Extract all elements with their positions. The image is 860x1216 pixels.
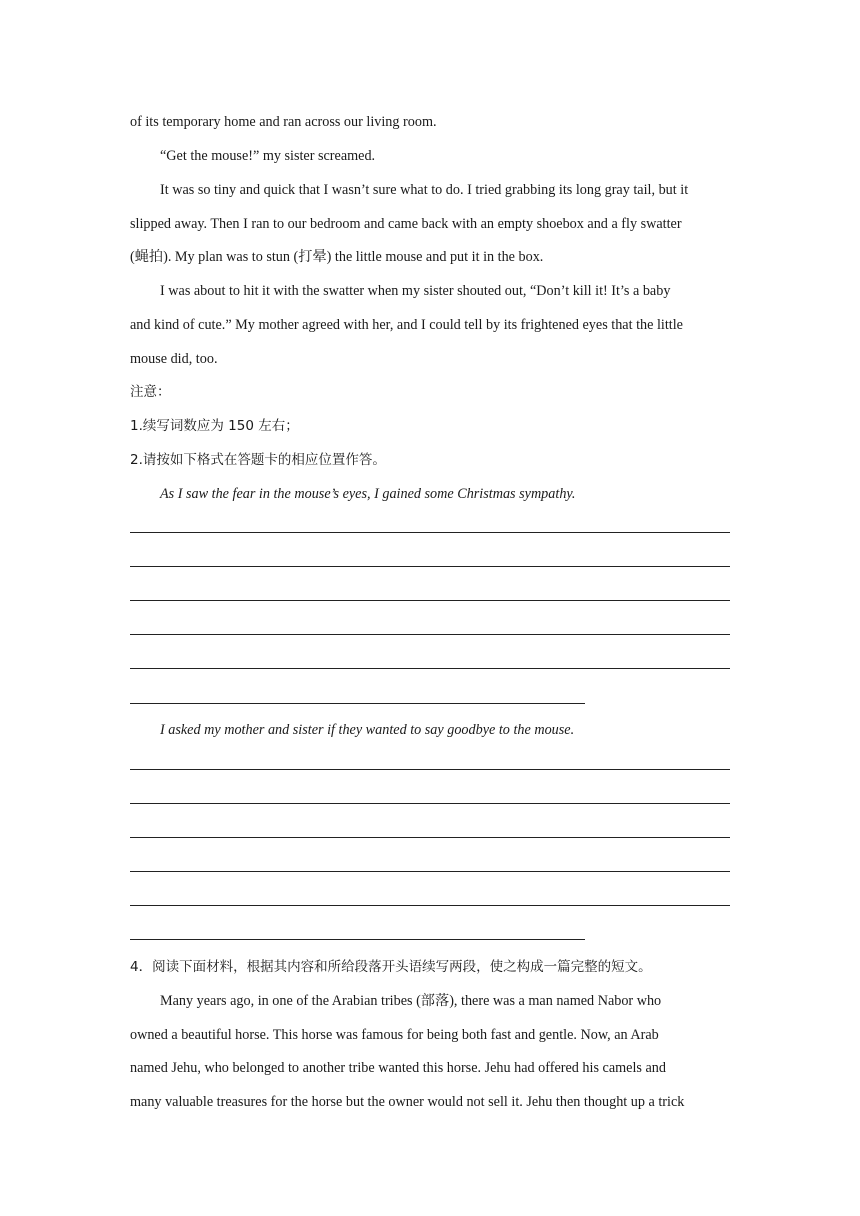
- story-line: slipped away. Then I ran to our bedroom and came back with an empty shoebox and a fly swatter: [130, 216, 682, 232]
- answer-line[interactable]: [130, 532, 730, 533]
- passage-line: named Jehu, who belonged to another tribe wanted this horse. Jehu had offered his camels and: [130, 1060, 666, 1076]
- passage-line: Many years ago, in one of the Arabian tribes (部落), there was a man named Nabor who: [160, 993, 662, 1009]
- answer-line[interactable]: [130, 566, 730, 567]
- story-line: “Get the mouse!” my sister screamed.: [160, 148, 376, 164]
- story-line: of its temporary home and ran across our living room.: [130, 114, 437, 130]
- story-line: I was about to hit it with the swatter when my sister shouted out, “Don’t kill it! It’s a baby: [160, 283, 671, 299]
- notes-item: [130, 450, 730, 470]
- answer-line[interactable]: [130, 668, 730, 669]
- answer-line[interactable]: [130, 769, 730, 770]
- story-line: (蝇拍). My plan was to stun (打晕) the little mouse and put it in the box.: [130, 249, 544, 265]
- notes-heading: 注意：: [130, 384, 171, 400]
- story-line: and kind of cute.” My mother agreed with her, and I could tell by its frightened eyes that the little: [130, 317, 683, 333]
- question-4-instruction: 4．阅读下面材料，根据其内容和所给段落开头语续写两段，使之构成一篇完整的短文。: [130, 959, 652, 975]
- notes-item-text: 2.请按如下格式在答题卡的相应位置作答。: [130, 452, 386, 468]
- notes-item: [130, 416, 730, 436]
- document-page: [130, 0, 730, 1216]
- answer-line[interactable]: [130, 703, 585, 704]
- answer-line[interactable]: [130, 803, 730, 804]
- story-line: It was so tiny and quick that I wasn’t sure what to do. I tried grabbing its long gray tail, but it: [160, 182, 689, 198]
- answer-line[interactable]: [130, 871, 730, 872]
- passage-line: many valuable treasures for the horse but the owner would not sell it. Jehu then thought up a trick: [130, 1094, 685, 1110]
- answer-line[interactable]: [130, 600, 730, 601]
- paragraph-prompt-1: As I saw the fear in the mouse’s eyes, I gained some Christmas sympathy.: [160, 486, 576, 502]
- story-line: mouse did, too.: [130, 351, 218, 367]
- answer-line[interactable]: [130, 939, 585, 940]
- passage-line: owned a beautiful horse. This horse was famous for being both fast and gentle. Now, an Arab: [130, 1027, 659, 1043]
- answer-line[interactable]: [130, 905, 730, 906]
- paragraph-prompt-2: I asked my mother and sister if they wanted to say goodbye to the mouse.: [160, 722, 575, 738]
- notes-item-text: 1.续写词数应为 150 左右；: [130, 418, 299, 434]
- answer-line[interactable]: [130, 634, 730, 635]
- answer-line[interactable]: [130, 837, 730, 838]
